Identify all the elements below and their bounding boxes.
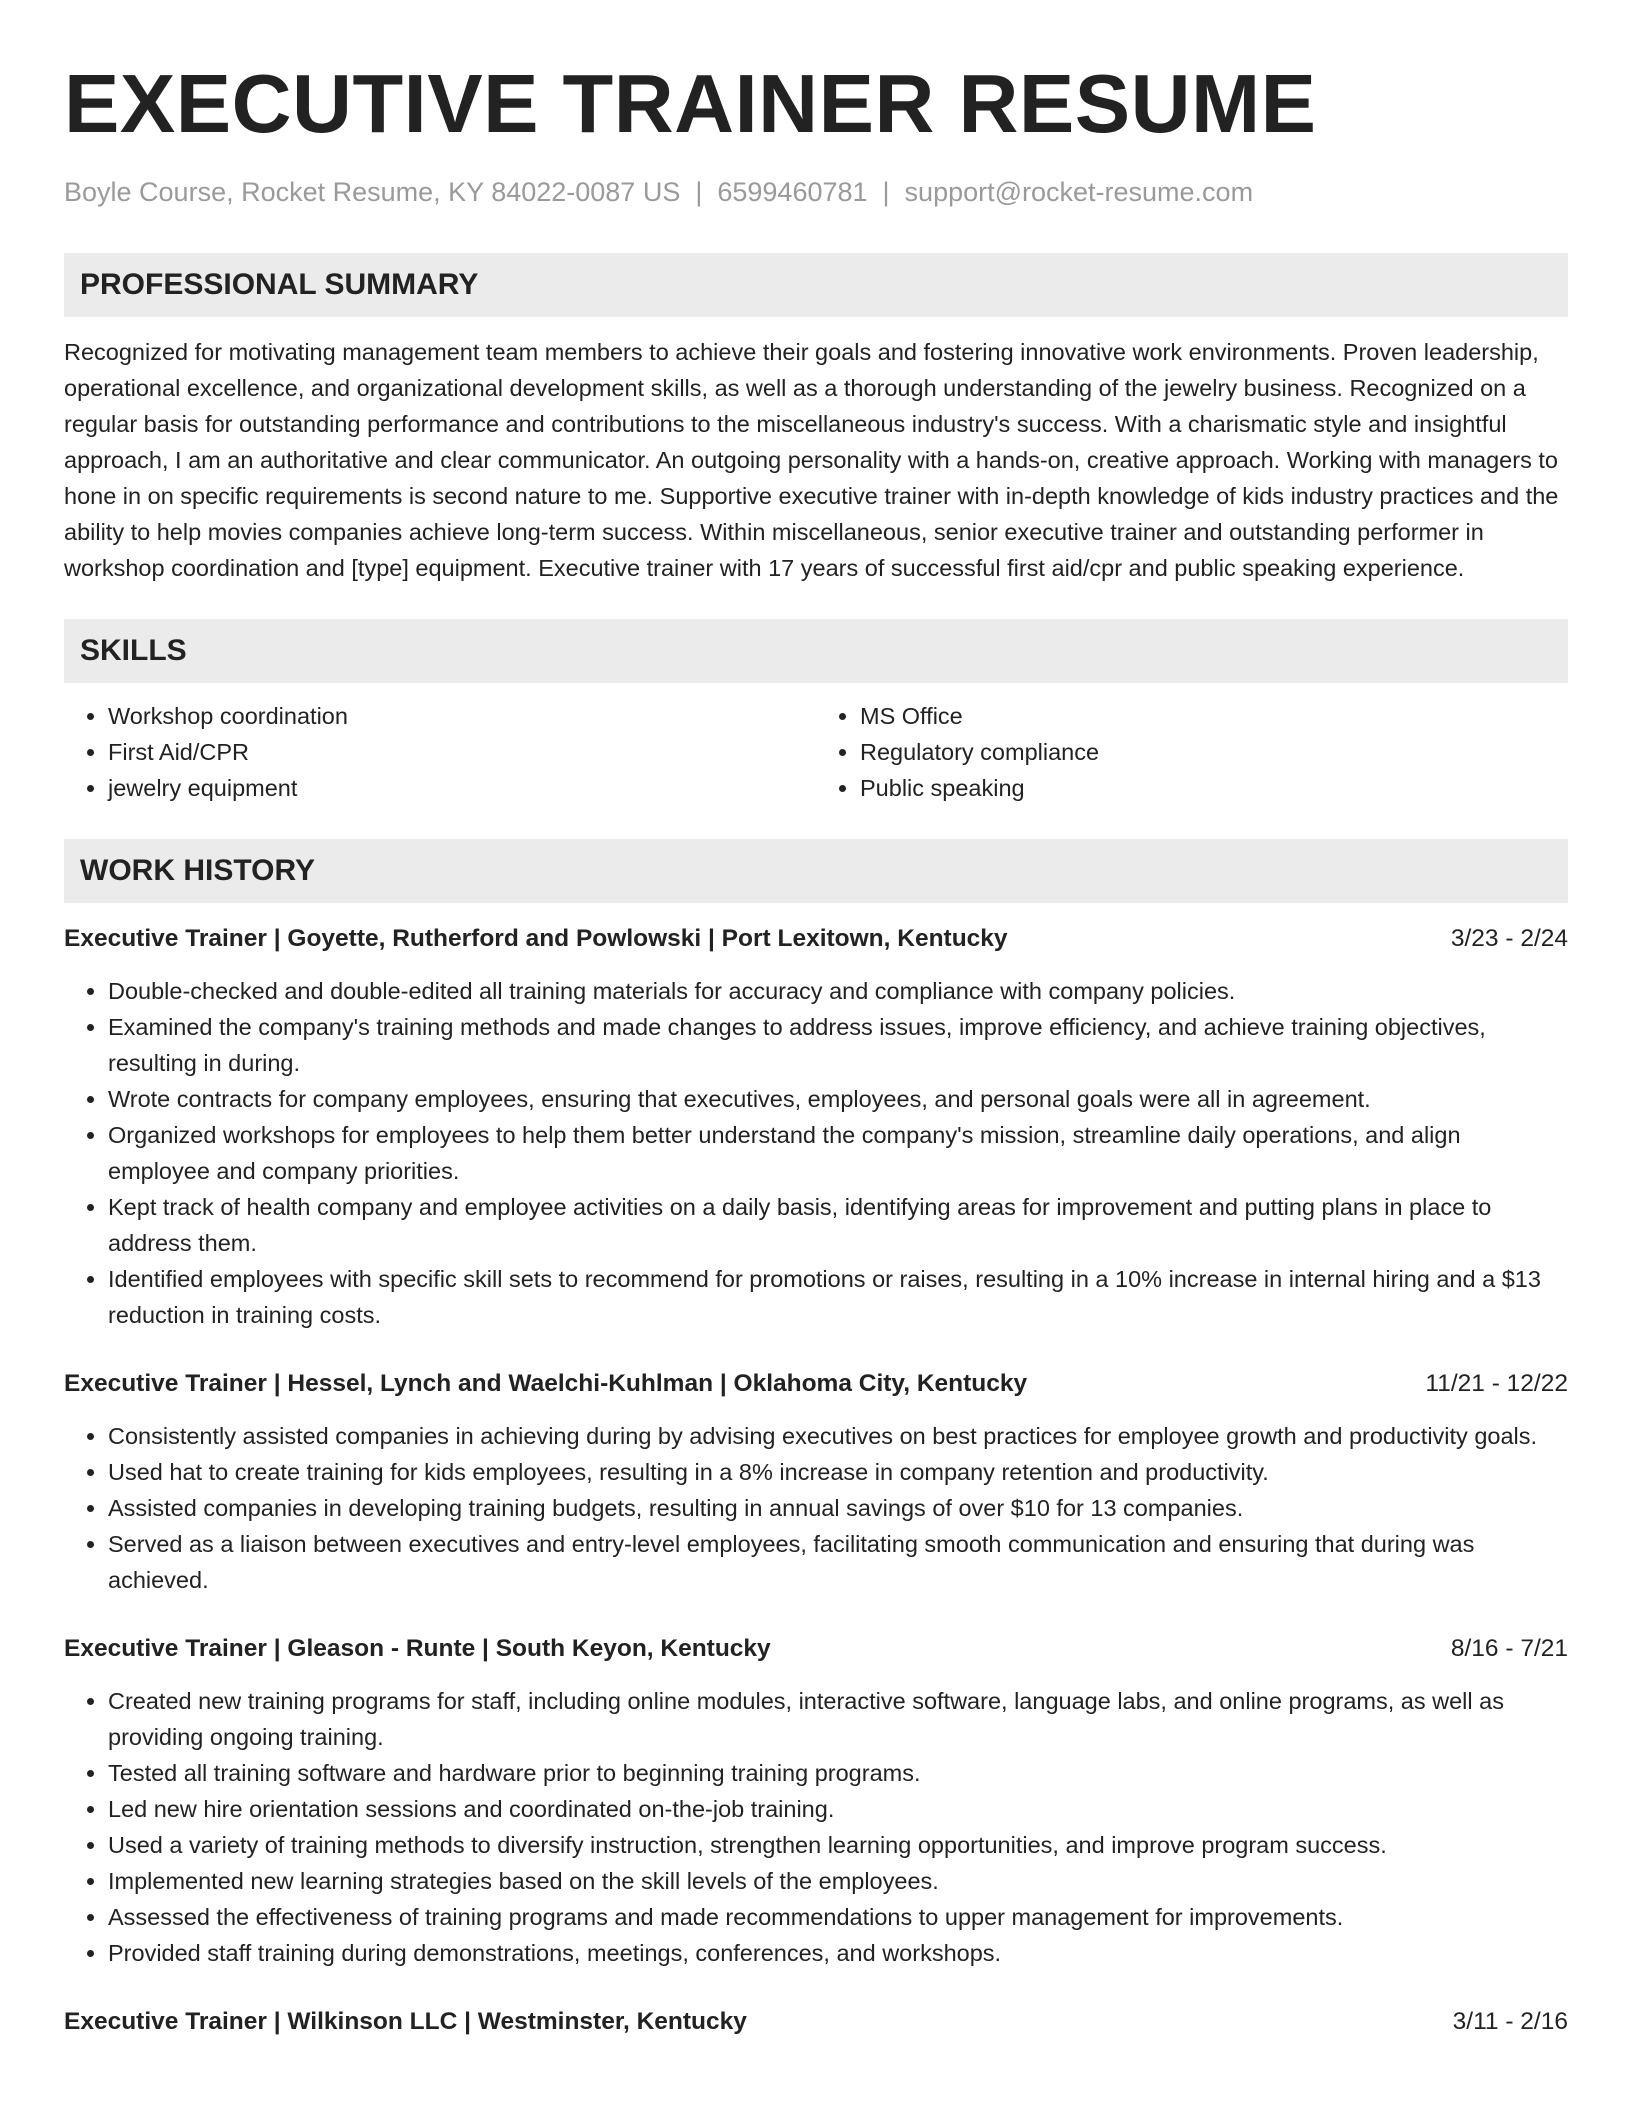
job-title: Executive Trainer | Hessel, Lynch and Waelchi-Kuhlman | Oklahoma City, Kentucky	[64, 1370, 1028, 1397]
professional-summary-text: Recognized for motivating management team members to achieve their goals and fostering innovative work environments. Proven leadership, operational excellence, and organizational development skills, as well as a thorough understanding of the jewelry business. Recognized on a regular basis for outstanding performance and contributions to the miscellaneous industry's success. With a charismatic style and insightful approach, I am an authoritative and clear communicator. An outgoing personality with a hands-on, creative approach. Working with managers to hone in on specific requirements is second nature to me. Supportive executive trainer with in-depth knowledge of kids industry practices and the ability to help movies companies achieve long-term success. Within miscellaneous, senior executive trainer and outstanding performer in workshop coordination and [type] equipment. Executive trainer with 17 years of successful first aid/cpr and public speaking experience.	[64, 339, 1559, 581]
skill-item: • First Aid/CPR	[108, 734, 816, 770]
contact-phone: 6599460781	[717, 177, 868, 207]
job-bullet: • Provided staff training during demonstrations, meetings, conferences, and workshops.	[108, 1935, 1568, 1971]
job-entry	[64, 2004, 1568, 2040]
section-work-history-header	[64, 839, 1568, 903]
contact-address: Boyle Course, Rocket Resume, KY 84022-0087 US	[64, 177, 681, 207]
job-entry	[64, 921, 1568, 1333]
section-work-history-title: WORK HISTORY	[80, 854, 316, 887]
resume-title: EXECUTIVE TRAINER RESUME	[64, 57, 1317, 150]
job-bullet: • Identified employees with specific skill sets to recommend for promotions or raises, resulting in a 10% increase in internal hiring and a $13 reduction in training costs.	[108, 1261, 1568, 1333]
job-bullet: • Consistently assisted companies in achieving during by advising executives on best practices for employee growth and productivity goals.	[108, 1418, 1568, 1454]
job-bullets	[64, 1418, 1568, 1598]
job-bullet: • Led new hire orientation sessions and coordinated on-the-job training.	[108, 1791, 1568, 1827]
job-bullet: • Double-checked and double-edited all training materials for accuracy and compliance with company policies.	[108, 973, 1568, 1009]
job-entry	[64, 1631, 1568, 1971]
skill-item: • jewelry equipment	[108, 770, 816, 806]
job-header	[64, 921, 1568, 957]
contact-email[interactable]: support@rocket-resume.com	[904, 177, 1254, 207]
section-summary-title: PROFESSIONAL SUMMARY	[80, 268, 479, 301]
job-bullet: • Implemented new learning strategies based on the skill levels of the employees.	[108, 1863, 1568, 1899]
job-bullet: • Assessed the effectiveness of training programs and made recommendations to upper management for improvements.	[108, 1899, 1568, 1935]
skills-list	[64, 698, 1568, 806]
job-header	[64, 1366, 1568, 1402]
job-bullet: • Wrote contracts for company employees, ensuring that executives, employees, and personal goals were all in agreement.	[108, 1081, 1568, 1117]
section-skills-title: SKILLS	[80, 634, 187, 667]
job-bullet: • Assisted companies in developing training budgets, resulting in annual savings of over $10 for 13 companies.	[108, 1490, 1568, 1526]
job-dates: 11/21 - 12/22	[1425, 1370, 1568, 1397]
section-skills-header	[64, 619, 1568, 683]
job-bullet: • Served as a liaison between executives and entry-level employees, facilitating smooth communication and ensuring that during was achieved.	[108, 1526, 1568, 1598]
contact-separator: |	[882, 177, 890, 207]
job-bullet: • Used a variety of training methods to diversify instruction, strengthen learning opportunities, and improve program success.	[108, 1827, 1568, 1863]
skills-column-right	[816, 698, 1568, 806]
job-dates: 8/16 - 7/21	[1450, 1635, 1568, 1662]
skill-item: • Public speaking	[860, 770, 1568, 806]
job-title: Executive Trainer | Wilkinson LLC | Westminster, Kentucky	[64, 2008, 747, 2035]
job-bullet: • Examined the company's training methods and made changes to address issues, improve efficiency, and achieve training objectives, resulting in during.	[108, 1009, 1568, 1081]
job-bullet: • Kept track of health company and employee activities on a daily basis, identifying areas for improvement and putting plans in place to address them.	[108, 1189, 1568, 1261]
job-entry	[64, 1366, 1568, 1598]
job-title: Executive Trainer | Gleason - Runte | South Keyon, Kentucky	[64, 1635, 771, 1662]
skills-column-left	[64, 698, 816, 806]
section-summary-header	[64, 253, 1568, 317]
job-bullets	[64, 973, 1568, 1333]
job-title: Executive Trainer | Goyette, Rutherford and Powlowski | Port Lexitown, Kentucky	[64, 925, 1008, 952]
skill-item: • Workshop coordination	[108, 698, 816, 734]
job-bullet: • Used hat to create training for kids employees, resulting in a 8% increase in company retention and productivity.	[108, 1454, 1568, 1490]
job-dates: 3/23 - 2/24	[1450, 925, 1568, 952]
job-bullet: • Tested all training software and hardware prior to beginning training programs.	[108, 1755, 1568, 1791]
skill-item: • MS Office	[860, 698, 1568, 734]
contact-separator: |	[695, 177, 703, 207]
job-header	[64, 1631, 1568, 1667]
job-header	[64, 2004, 1568, 2040]
job-bullet: • Created new training programs for staff, including online modules, interactive software, language labs, and online programs, as well as providing ongoing training.	[108, 1683, 1568, 1755]
contact-line	[64, 174, 1568, 210]
job-bullets	[64, 1683, 1568, 1971]
job-bullet: • Organized workshops for employees to help them better understand the company's mission, streamline daily operations, and align employee and company priorities.	[108, 1117, 1568, 1189]
job-dates: 3/11 - 2/16	[1452, 2008, 1568, 2035]
skill-item: • Regulatory compliance	[860, 734, 1568, 770]
